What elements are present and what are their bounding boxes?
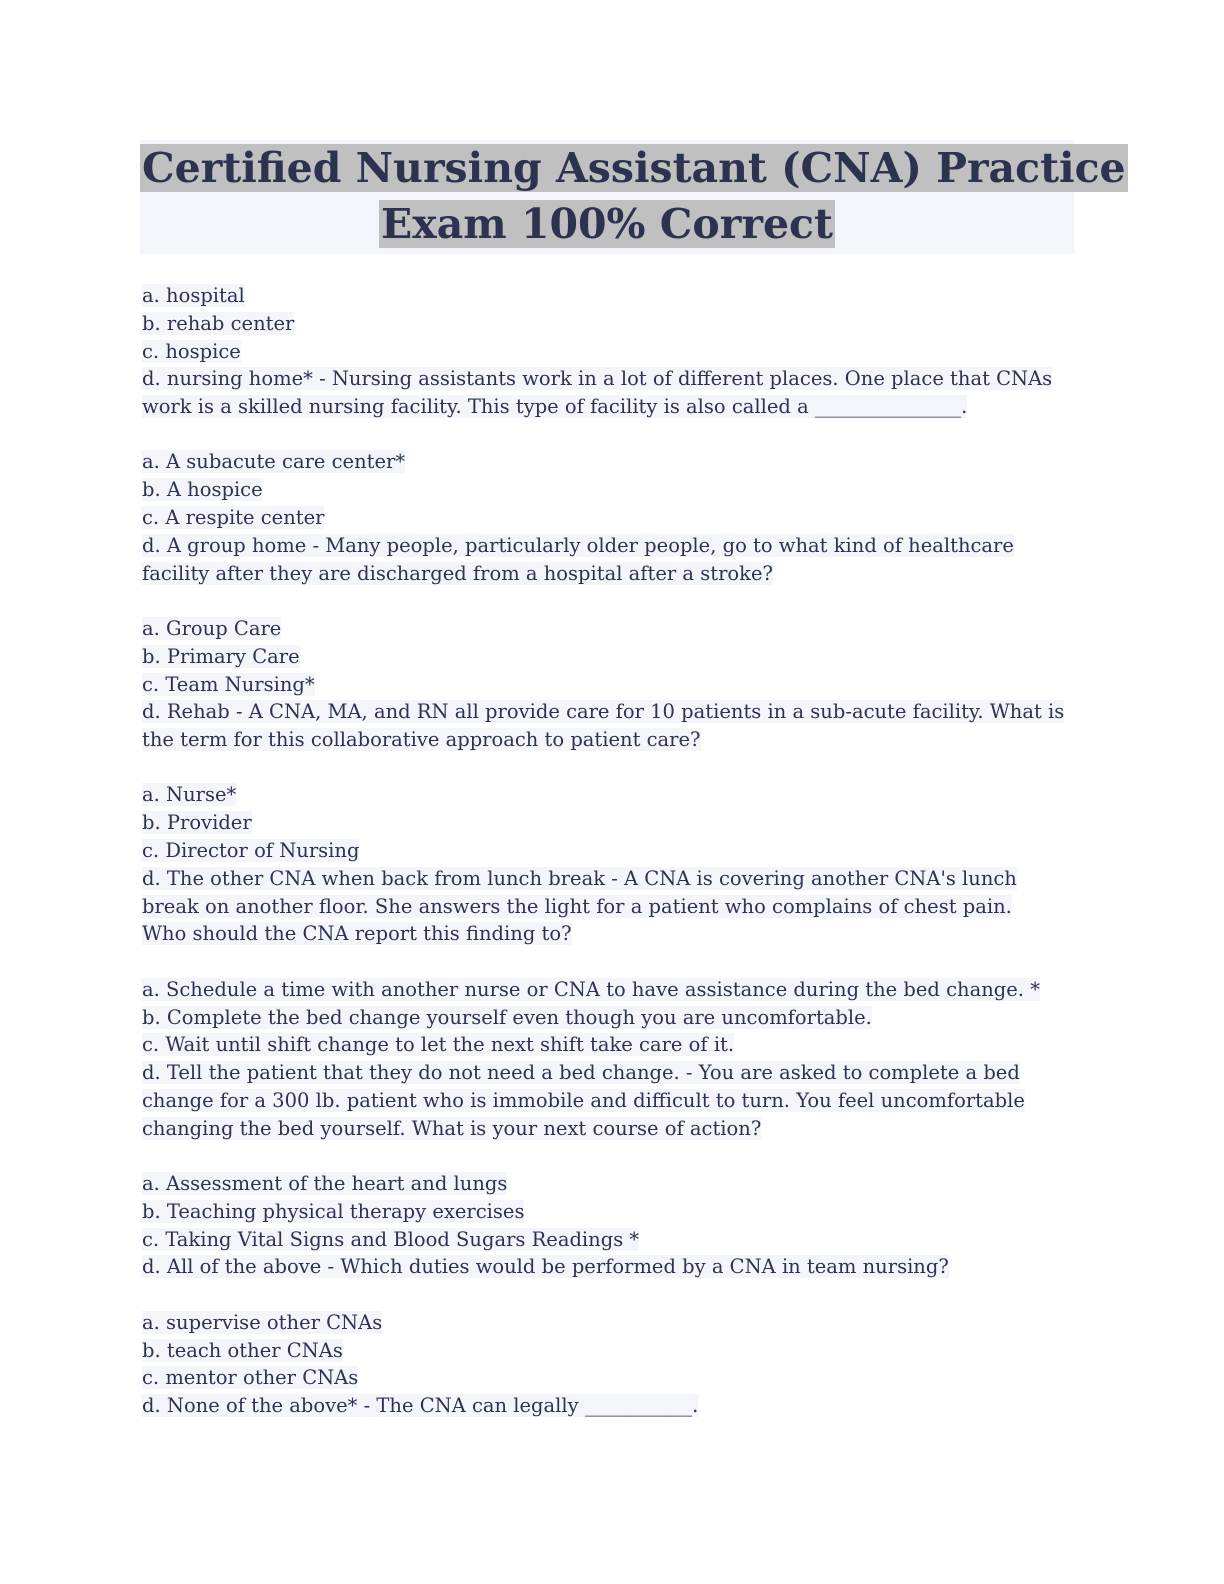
- answer-line: change for a 300 lb. patient who is immobile and difficult to turn. You feel uncomfortable: [142, 1088, 1025, 1112]
- question-block: [142, 1170, 1082, 1281]
- answer-line: b. Teaching physical therapy exercises: [142, 1199, 525, 1223]
- answer-line: d. nursing home* - Nursing assistants work in a lot of different places. One place that CNAs: [142, 367, 1053, 391]
- answer-line: b. rehab center: [142, 311, 295, 335]
- answer-line: b. teach other CNAs: [142, 1338, 343, 1362]
- answer-line: c. A respite center: [142, 506, 325, 530]
- answer-line: the term for this collaborative approach to patient care?: [142, 728, 701, 752]
- document-title: [140, 140, 1126, 254]
- answer-line: a. hospital: [142, 284, 245, 307]
- answer-line: changing the bed yourself. What is your next course of action?: [142, 1116, 762, 1140]
- answer-line: c. mentor other CNAs: [142, 1366, 359, 1390]
- question-block: [142, 976, 1082, 1143]
- answer-line: c. Taking Vital Signs and Blood Sugars Readings *: [142, 1227, 640, 1251]
- answer-line: b. Primary Care: [142, 644, 300, 668]
- answer-line: c. hospice: [142, 339, 241, 363]
- answer-line: c. Team Nursing*: [142, 672, 315, 696]
- question-block: [142, 1309, 1082, 1420]
- answer-line: d. Tell the patient that they do not need a bed change. - You are asked to complete a bed: [142, 1061, 1020, 1085]
- answer-line: d. None of the above* - The CNA can legally ___________.: [142, 1394, 699, 1418]
- answer-line: a. supervise other CNAs: [142, 1310, 383, 1334]
- question-block: [142, 448, 1082, 587]
- title-line-2: Exam 100% Correct: [381, 200, 833, 248]
- answer-line: Who should the CNA report this finding to?: [142, 922, 572, 946]
- answer-line: a. Assessment of the heart and lungs: [142, 1172, 508, 1196]
- answer-line: d. Rehab - A CNA, MA, and RN all provide care for 10 patients in a sub-acute facility. What is: [142, 700, 1065, 724]
- title-line-1: Certified Nursing Assistant (CNA) Practice: [142, 144, 1126, 192]
- question-block: [142, 781, 1082, 948]
- answer-line: a. Group Care: [142, 616, 282, 640]
- questions-list: [142, 282, 1082, 1447]
- answer-line: b. A hospice: [142, 478, 263, 502]
- question-block: [142, 615, 1082, 754]
- answer-line: a. Nurse*: [142, 783, 237, 807]
- question-block: [142, 282, 1082, 421]
- answer-line: a. Schedule a time with another nurse or CNA to have assistance during the bed change. *: [142, 977, 1040, 1001]
- answer-line: d. A group home - Many people, particularly older people, go to what kind of healthcare: [142, 533, 1014, 557]
- answer-line: b. Complete the bed change yourself even though you are uncomfortable.: [142, 1005, 872, 1029]
- answer-line: work is a skilled nursing facility. This type of facility is also called a _______________.: [142, 395, 968, 419]
- answer-line: facility after they are discharged from a hospital after a stroke?: [142, 561, 773, 585]
- answer-line: d. The other CNA when back from lunch break - A CNA is covering another CNA's lunch: [142, 866, 1017, 890]
- answer-line: d. All of the above - Which duties would be performed by a CNA in team nursing?: [142, 1255, 949, 1279]
- answer-line: c. Director of Nursing: [142, 839, 360, 863]
- answer-line: c. Wait until shift change to let the next shift take care of it.: [142, 1033, 735, 1057]
- answer-line: break on another floor. She answers the light for a patient who complains of chest pain.: [142, 894, 1012, 918]
- answer-line: b. Provider: [142, 811, 252, 835]
- answer-line: a. A subacute care center*: [142, 450, 406, 474]
